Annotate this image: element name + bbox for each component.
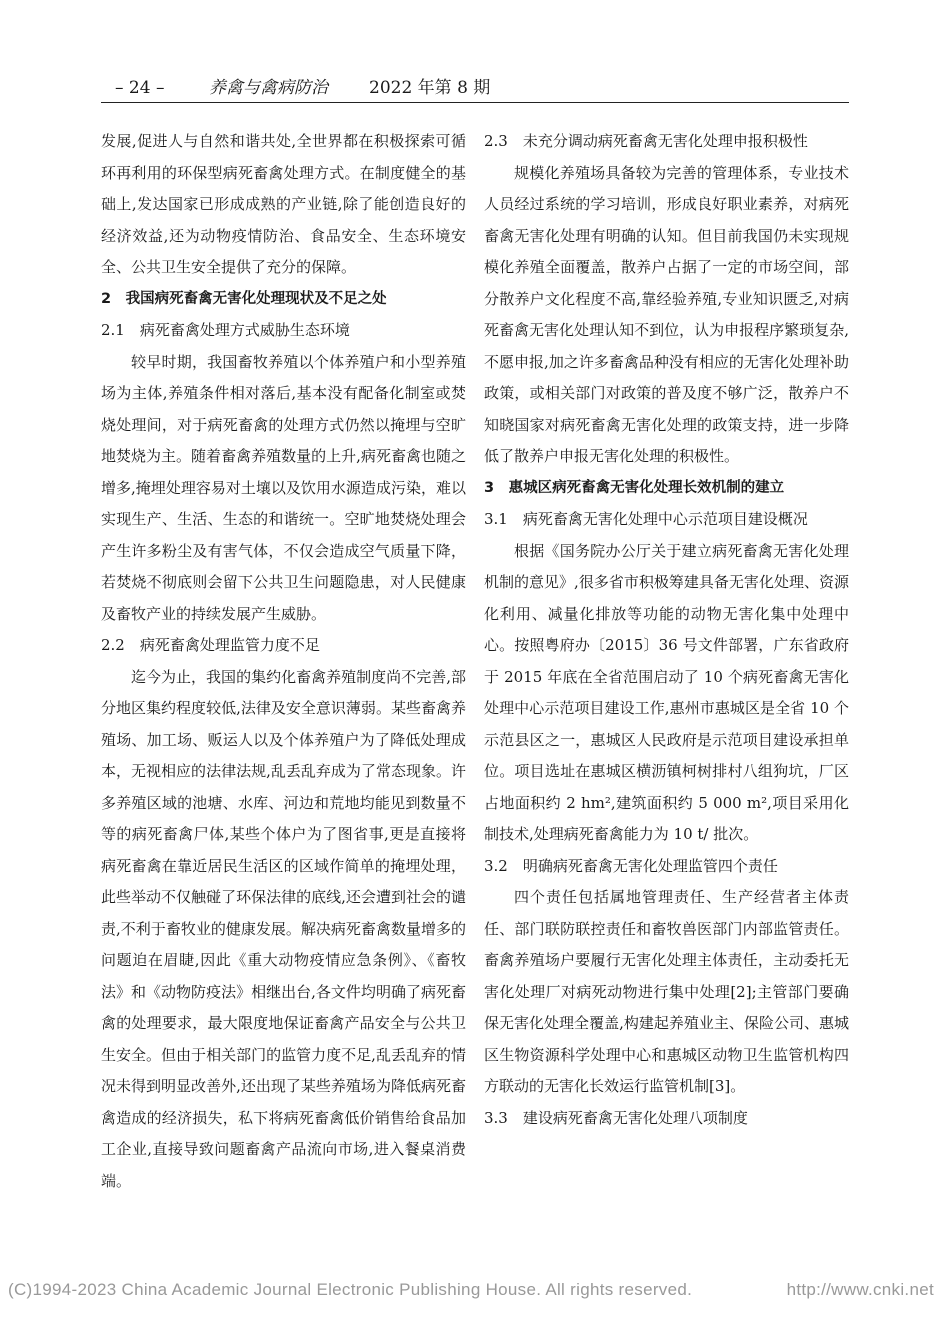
header-rule <box>101 102 849 103</box>
paragraph-2-2: 迄今为止，我国的集约化畜禽养殖制度尚不完善,部分地区集约程度较低,法律及安全意识薄弱。某些畜禽养殖场、加工场、贩运人以及个体养殖户为了降低处理成本，无视相应的法律法规,乱丢乱弃成为了常态现象。许多养殖区域的池塘、水库、河边和荒地均能见到数量不等的病死畜禽尸体,某些个体户为了图省事,更是直接将病死畜禽在靠近居民生活区的区域作简单的掩埋处理，此些举动不仅触碰了环保法律的底线,还会遭到社会的谴责,不利于畜牧业的健康发展。解决病死畜禽数量增多的问题迫在眉睫,因此《重大动物疫情应急条例》、《畜牧法》和《动物防疫法》相继出台,各文件均明确了病死畜禽的处理要求，最大限度地保证畜禽产品安全与公共卫生安全。但由于相关部门的监管力度不足,乱丢乱弃的情况未得到明显改善外,还出现了某些养殖场为降低病死畜禽造成的经济损失，私下将病死畜禽低价销售给食品加工企业,直接导致问题畜禽产品流向市场,进入餐桌消费端。 <box>101 667 466 1190</box>
copyright-footer <box>8 1280 942 1300</box>
left-column <box>101 126 466 1197</box>
subsection-heading-2-2: 2.2 病死畜禽处理监管力度不足 <box>101 636 320 654</box>
right-column <box>484 126 849 1134</box>
paragraph-2-1: 较早时期，我国畜牧养殖以个体养殖户和小型养殖场为主体,养殖条件相对落后,基本没有配备化制室或焚烧处理间，对于病死畜禽的处理方式仍然以掩埋与空旷地焚烧为主。随着畜禽养殖数量的上升,病死畜禽也随之增多,掩埋处理容易对土壤以及饮用水源造成污染，难以实现生产、生活、生态的和谐统一。空旷地焚烧处理会产生许多粉尘及有害气体，不仅会造成空气质量下降，若焚烧不彻底则会留下公共卫生问题隐患，对人民健康及畜牧产业的持续发展产生威胁。 <box>101 352 466 623</box>
paragraph-3-1: 根据《国务院办公厅关于建立病死畜禽无害化处理机制的意见》,很多省市积极筹建具备无害化处理、资源化利用、减量化排放等功能的动物无害化集中处理中心。按照粤府办〔2015〕36 号文件部署，广东省政府于 2015 年底在全省范围启动了 10 个病死畜禽无害化处理中心示范项目建设工作,惠州市惠城区是全省 10 个示范县区之一，惠城区人民政府是示范项目建设承担单位。项目选址在惠城区横沥镇柯树排村八组狗坑，厂区占地面积约 2 hm²,建筑面积约 5 000 m²,项目采用化制技术,处理病死畜禽能力为 10 t/ 批次。 <box>484 541 849 843</box>
subsection-heading-2-3: 2.3 未充分调动病死畜禽无害化处理申报积极性 <box>484 132 808 150</box>
running-header <box>101 76 849 108</box>
paragraph-2-3: 规模化养殖场具备较为完善的管理体系，专业技术人员经过系统的学习培训，形成良好职业素养，对病死畜禽无害化处理有明确的认知。但目前我国仍未实现规模化养殖全面覆盖，散养户占据了一定的市场空间，部分散养户文化程度不高,靠经验养殖,专业知识匮乏,对病死畜禽无害化处理认知不到位，认为申报程序繁琐复杂,不愿申报,加之许多畜禽品种没有相应的无害化处理补助政策，或相关部门对政策的普及度不够广泛，散养户不知晓国家对病死畜禽无害化处理的政策支持，进一步降低了散养户申报无害化处理的积极性。 <box>484 163 849 465</box>
cnki-link[interactable]: http://www.cnki.net <box>786 1280 934 1299</box>
subsection-heading-2-1: 2.1 病死畜禽处理方式威胁生态环境 <box>101 321 350 339</box>
subsection-heading-3-3: 3.3 建设病死畜禽无害化处理八项制度 <box>484 1108 748 1127</box>
paragraph-3-2: 四个责任包括属地管理责任、生产经营者主体责任、部门联防联控责任和畜牧兽医部门内部监管责任。畜禽养殖场户要履行无害化处理主体责任，主动委托无害化处理厂对病死动物进行集中处理[2];主管部门要确保无害化处理全覆盖,构建起养殖业主、保险公司、惠城区生物资源科学处理中心和惠城区动物卫生监管机构四方联动的无害化长效运行监管机制[3]。 <box>484 888 849 1095</box>
section-heading-3: 3 惠城区病死畜禽无害化处理长效机制的建立 <box>484 479 785 496</box>
section-heading-2: 2 我国病死畜禽无害化处理现状及不足之处 <box>101 290 387 307</box>
copyright-text: (C)1994-2023 China Academic Journal Electronic Publishing House. All rights reserved. <box>8 1280 693 1299</box>
issue-label: 2022 年第 8 期 <box>369 78 491 98</box>
page-number: – 24 – <box>115 78 165 98</box>
journal-name: 养禽与禽病防治 <box>209 78 328 98</box>
subsection-heading-3-1: 3.1 病死畜禽无害化处理中心示范项目建设概况 <box>484 510 808 528</box>
subsection-heading-3-2: 3.2 明确病死畜禽无害化处理监管四个责任 <box>484 856 778 875</box>
paragraph-intro-continued: 发展,促进人与自然和谐共处,全世界都在积极探索可循环再利用的环保型病死畜禽处理方式。在制度健全的基础上,发达国家已形成成熟的产业链,除了能创造良好的经济效益,还为动物疫情防治、食品安全、生态环境安全、公共卫生安全提供了充分的保障。 <box>101 132 466 276</box>
